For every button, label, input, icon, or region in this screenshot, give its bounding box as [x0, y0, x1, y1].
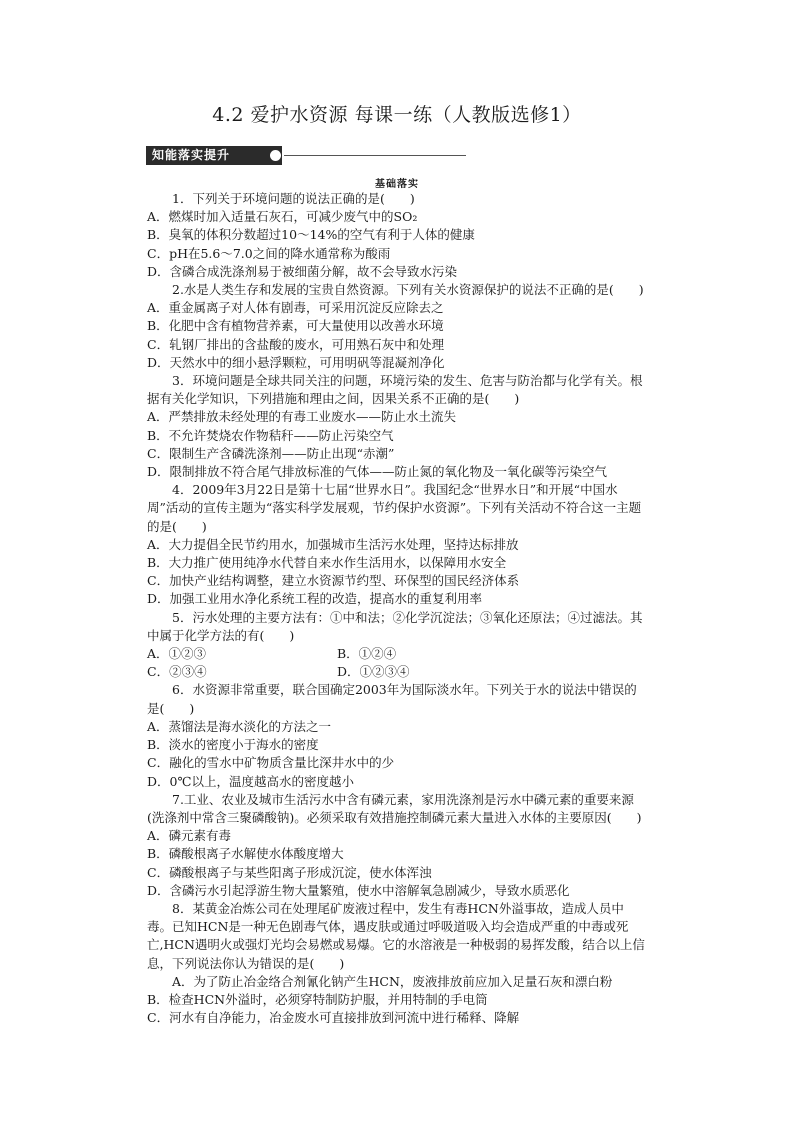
question-6-option-b: B．淡水的密度小于海水的密度 — [147, 737, 319, 753]
question-4-option-c: C．加快产业结构调整，建立水资源节约型、环保型的国民经济体系 — [147, 573, 520, 589]
banner-dot-icon — [270, 150, 281, 161]
question-5-options-row-1 — [147, 645, 647, 663]
question-list — [147, 190, 647, 1027]
question-4-option-b: B．大力推广使用纯净水代替自来水作生活用水，以保障用水安全 — [147, 555, 507, 571]
banner-label: 知能落实提升 — [146, 146, 282, 165]
question-3-option-c: C．限制生产含磷洗涤剂——防止出现“赤潮” — [147, 445, 395, 461]
question-1-option-b: B．臭氧的体积分数超过10～14%的空气有利于人体的健康 — [147, 227, 475, 243]
question-5-option-c: C．②③④ — [147, 664, 207, 680]
question-5-option-b: B．①②④ — [337, 646, 397, 662]
section-heading: 基础落实 — [375, 179, 419, 190]
question-5-option-d: D．①②③④ — [337, 664, 410, 680]
question-4-stem: 4．2009年3月22日是第十七届“世界水日”。我国纪念“世界水日”和开展“中国水周”活动的宣传主题为“落实科学发展观，节约保护水资源”。下列有关活动不符合这一主题的是( ) — [147, 482, 642, 534]
question-3-option-a: A．严禁排放未经处理的有毒工业废水——防止水土流失 — [147, 409, 457, 425]
banner-divider — [284, 155, 466, 156]
question-6-option-c: C．融化的雪水中矿物质含量比深井水中的少 — [147, 755, 395, 771]
question-6-stem: 6．水资源非常重要，联合国确定2003年为国际淡水年。下列关于水的说法中错误的是( ) — [147, 682, 637, 716]
question-2-stem: 2.水是人类生存和发展的宝贵自然资源。下列有关水资源保护的说法不正确的是( ) — [172, 282, 644, 298]
question-1-stem: 1．下列关于环境问题的说法正确的是( ) — [172, 191, 415, 206]
question-4-option-d: D．加强工业用水净化系统工程的改造，提高水的重复利用率 — [147, 591, 483, 607]
section-banner — [146, 146, 466, 166]
question-2-option-a: A．重金属离子对人体有剧毒，可采用沉淀反应除去之 — [147, 300, 444, 316]
question-3-option-d: D．限制排放不符合尾气排放标准的气体——防止氮的氧化物及一氧化碳等污染空气 — [147, 464, 608, 480]
question-6-option-d: D．0℃以上，温度越高水的密度越小 — [147, 773, 354, 789]
page-title: 4.2 爱护水资源 每课一练（人教版选修1） — [212, 104, 582, 126]
question-1-option-c: C．pH在5.6～7.0之间的降水通常称为酸雨 — [147, 245, 391, 261]
question-5-stem: 5．污水处理的主要方法有：①中和法；②化学沉淀法；③氧化还原法；④过滤法。其中属于化学方法的有( ) — [147, 609, 643, 643]
question-3-stem: 3．环境问题是全球共同关注的问题，环境污染的发生、危害与防治都与化学有关。根据有关化学知识，下列措施和理由之间，因果关系不正确的是( ) — [147, 373, 643, 407]
question-6-option-a: A．蒸馏法是海水淡化的方法之一 — [147, 718, 332, 734]
question-8-option-a: A．为了防止冶金络合剂氰化钠产生HCN，废液排放前应加入足量石灰和漂白粉 — [172, 973, 613, 989]
question-5-option-a: A．①②③ — [147, 646, 207, 662]
question-7-option-d: D．含磷污水引起浮游生物大量繁殖，使水中溶解氧急剧减少，导致水质恶化 — [147, 882, 570, 898]
question-1-option-a: A．燃煤时加入适量石灰石，可减少废气中的SO₂ — [147, 209, 418, 225]
question-7-stem: 7.工业、农业及城市生活污水中含有磷元素，家用洗涤剂是污水中磷元素的重要来源(洗涤剂中常含三聚磷酸钠)。必须采取有效措施控制磷元素大量进入水体的主要原因( ) — [147, 791, 642, 825]
question-7-option-b: B．磷酸根离子水解使水体酸度增大 — [147, 846, 344, 862]
question-7-option-c: C．磷酸根离子与某些阳离子形成沉淀，使水体浑浊 — [147, 864, 432, 880]
question-3-option-b: B．不允许焚烧农作物秸秆——防止污染空气 — [147, 427, 394, 443]
question-1-option-d: D．含磷合成洗涤剂易于被细菌分解，故不会导致水污染 — [147, 263, 458, 279]
question-8-option-c: C．河水有自净能力，冶金废水可直接排放到河流中进行稀释、降解 — [147, 1010, 520, 1026]
question-4-option-a: A．大力提倡全民节约用水，加强城市生活污水处理，坚持达标排放 — [147, 536, 519, 552]
question-2-option-c: C．轧钢厂排出的含盐酸的废水，可用熟石灰中和处理 — [147, 336, 445, 352]
question-5-options-row-2 — [147, 663, 647, 681]
question-8-option-b: B．检查HCN外溢时，必须穿特制防护服，并用特制的手电筒 — [147, 991, 488, 1007]
question-2-option-b: B．化肥中含有植物营养素，可大量使用以改善水环境 — [147, 318, 444, 334]
question-8-stem: 8．某黄金冶炼公司在处理尾矿废液过程中，发生有毒HCN外溢事故，造成人员中毒。已知HCN是一种无色剧毒气体，遇皮肤或通过呼吸道吸入均会造成严重的中毒或死亡,HCN遇明火或强灯光均会易燃或易爆。它的水溶液是一种极弱的易挥发酸，结合以上信息，下列说法你认为错误的是( ) — [147, 900, 645, 971]
question-2-option-d: D．天然水中的细小悬浮颗粒，可用明矾等混凝剂净化 — [147, 354, 445, 370]
question-7-option-a: A．磷元素有毒 — [147, 828, 232, 844]
